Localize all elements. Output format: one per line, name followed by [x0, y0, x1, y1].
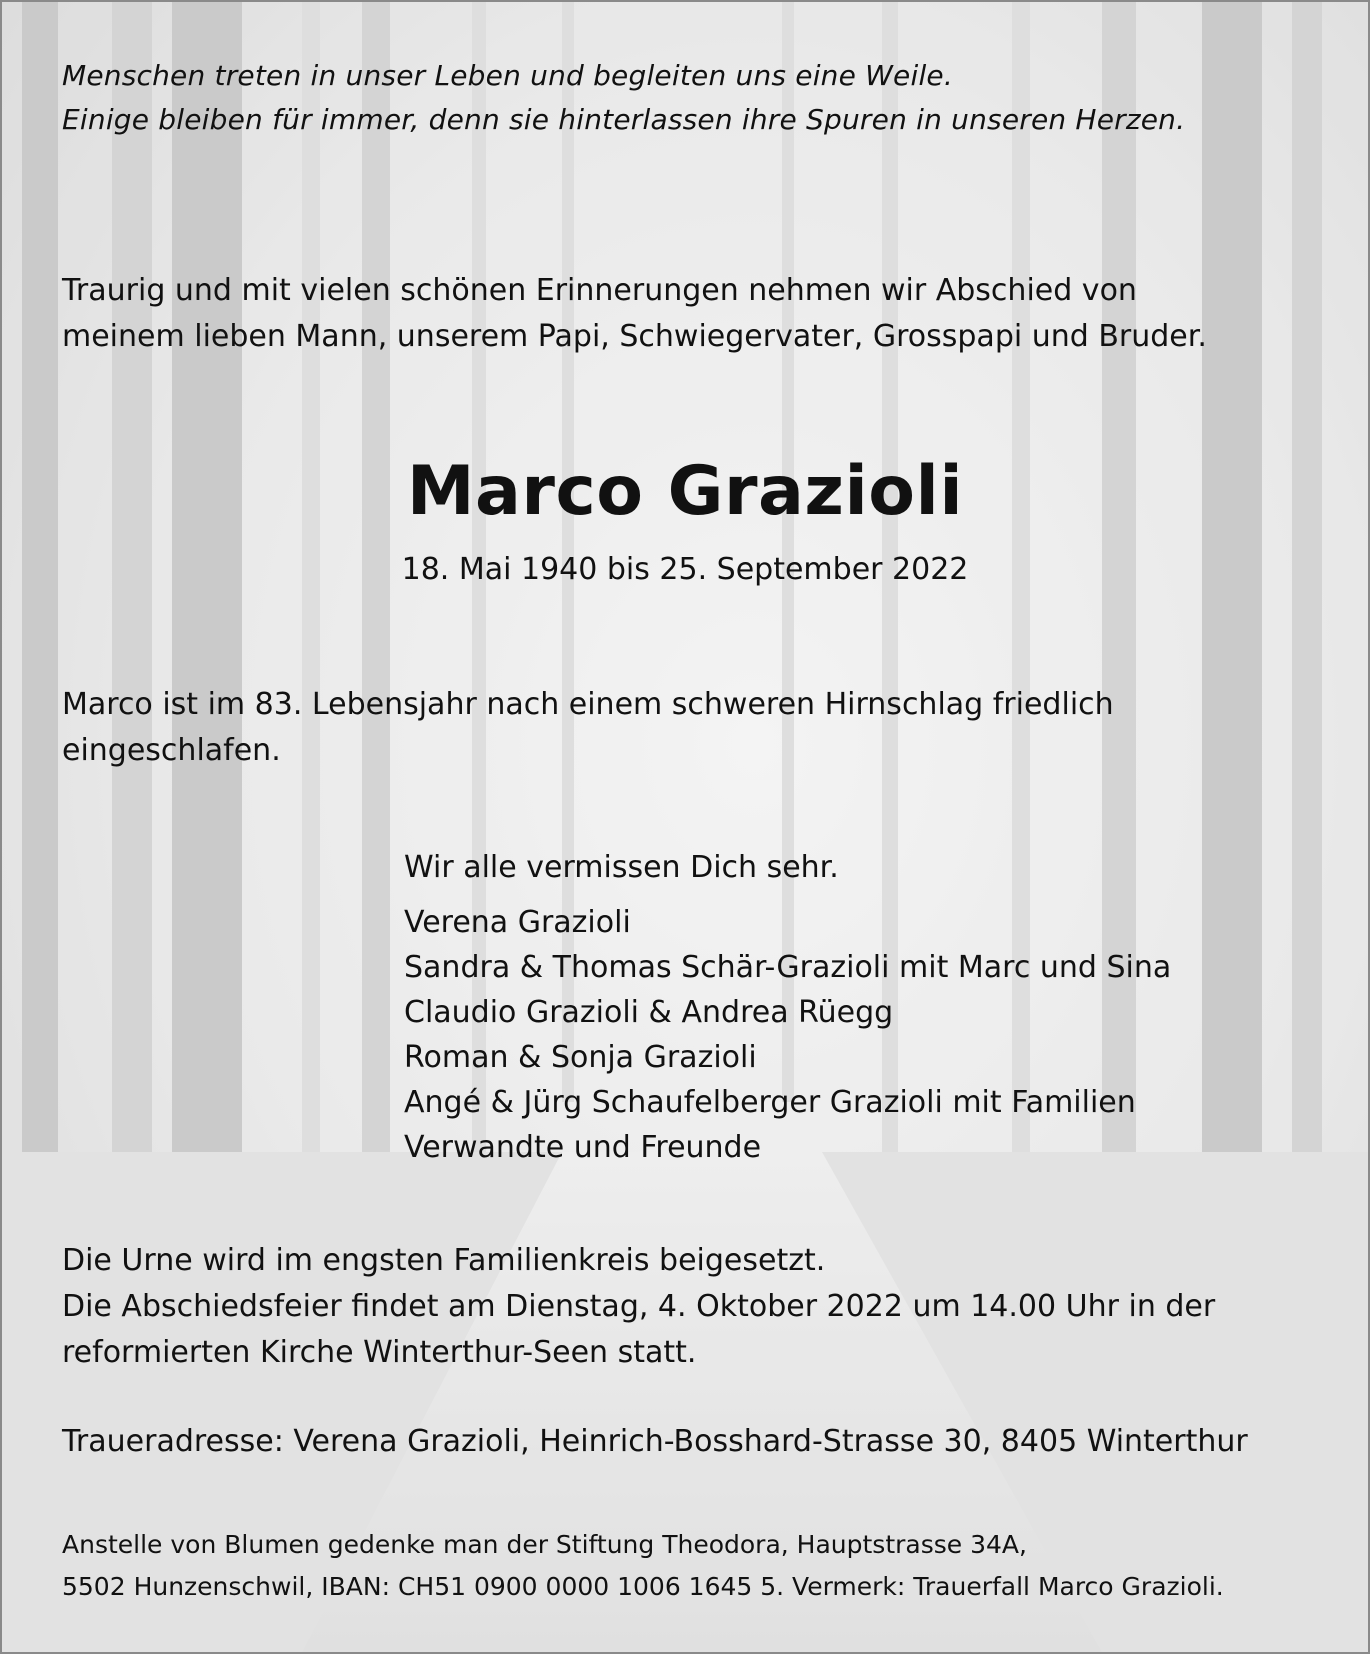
- mourning-address: Traueradresse: Verena Grazioli, Heinrich-Bosshard-Strasse 30, 8405 Winterthur: [62, 1424, 1248, 1459]
- obituary-content: [2, 2, 1368, 1652]
- mourner-item: Claudio Grazioli & Andrea Rüegg: [404, 995, 894, 1030]
- passing-line-1: Marco ist im 83. Lebensjahr nach einem schweren Hirnschlag friedlich: [62, 687, 1114, 722]
- donation-note: [62, 1524, 1224, 1608]
- intro-line-1: Traurig und mit vielen schönen Erinnerungen nehmen wir Abschied von: [62, 273, 1137, 308]
- passing-line-2: eingeschlafen.: [62, 733, 281, 768]
- intro-line-2: meinem lieben Mann, unserem Papi, Schwiegervater, Grosspapi und Bruder.: [62, 319, 1207, 354]
- mourner-item: Roman & Sonja Grazioli: [404, 1040, 757, 1075]
- mourner-item: Angé & Jürg Schaufelberger Grazioli mit Familien: [404, 1085, 1136, 1120]
- deceased-name: Marco Grazioli: [406, 452, 964, 531]
- mourner-item: Verwandte und Freunde: [404, 1130, 762, 1165]
- donation-line-2: 5502 Hunzenschwil, IBAN: CH51 0900 0000 1006 1645 5. Vermerk: Trauerfall Marco Grazioli.: [62, 1572, 1224, 1601]
- mourner-item: Verena Grazioli: [404, 905, 631, 940]
- ceremony-line-3: reformierten Kirche Winterthur-Seen statt.: [62, 1335, 697, 1370]
- miss-you-text: Wir alle vermissen Dich sehr.: [404, 850, 839, 885]
- ceremony-line-1: Die Urne wird im engsten Familienkreis beigesetzt.: [62, 1243, 826, 1278]
- quote-line-1: Menschen treten in unser Leben und begleiten uns eine Weile.: [62, 59, 953, 92]
- donation-line-1: Anstelle von Blumen gedenke man der Stiftung Theodora, Hauptstrasse 34A,: [62, 1530, 1027, 1559]
- quote-line-2: Einige bleiben für immer, denn sie hinterlassen ihre Spuren in unseren Herzen.: [62, 103, 1186, 136]
- mourner-item: Sandra & Thomas Schär-Grazioli mit Marc und Sina: [404, 950, 1172, 985]
- ceremony-details: [62, 1238, 1215, 1376]
- passing-statement: [62, 682, 1114, 774]
- memorial-quote: [62, 54, 1185, 142]
- farewell-intro: [62, 268, 1207, 360]
- life-dates: 18. Mai 1940 bis 25. September 2022: [401, 552, 969, 587]
- ceremony-line-2: Die Abschiedsfeier findet am Dienstag, 4. Oktober 2022 um 14.00 Uhr in der: [62, 1289, 1216, 1324]
- mourners-list: [404, 900, 1171, 1170]
